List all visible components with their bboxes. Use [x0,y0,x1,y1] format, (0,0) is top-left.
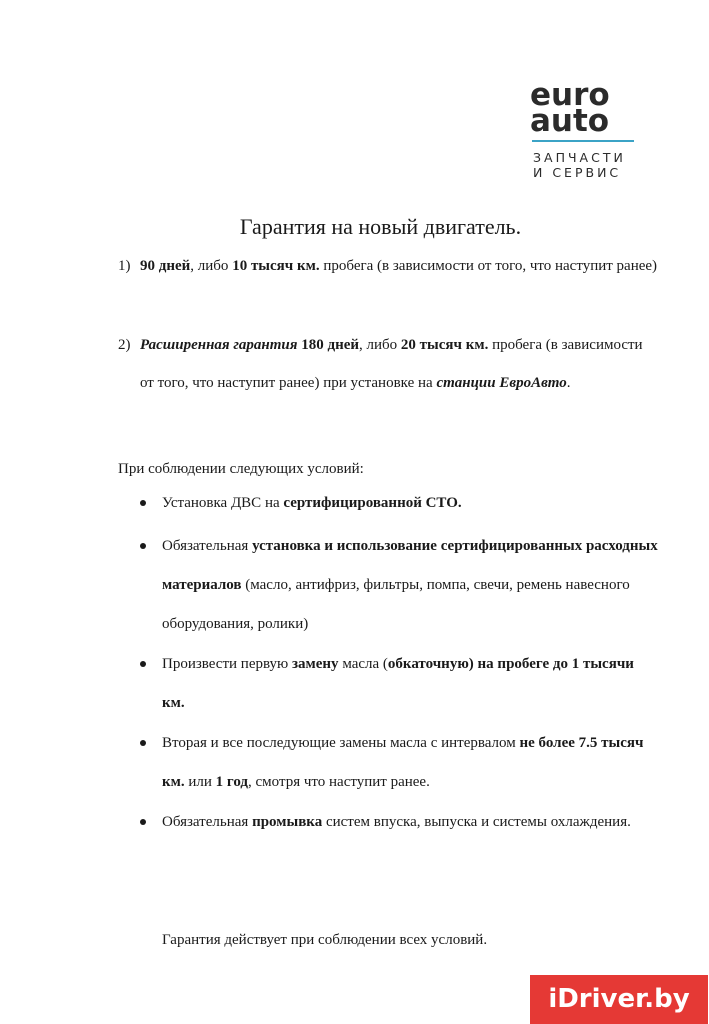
condition-text [140,803,660,842]
condition-text [140,527,660,644]
text-run: , либо [190,258,233,274]
text-run: , смотря что наступит ранее. [248,774,430,790]
numbered-item-2 [118,326,658,402]
numbered-item-index: 1) [118,258,131,274]
numbered-item-index: 2) [118,337,131,353]
condition-text [140,645,660,723]
text-run: или [184,774,216,790]
euroauto-logo [530,77,640,180]
logo-divider [532,140,634,142]
bullet-dot-icon [140,500,146,506]
condition-text [140,724,660,802]
watermark-badge: iDriver.by [530,975,708,1024]
condition-bullet-4 [140,724,660,802]
numbered-item-text [118,326,658,402]
text-run: 180 дней [301,337,360,353]
bullet-dot-icon [140,819,146,825]
text-run: на пробеге до 1 тысячи км. [162,656,634,711]
text-run: , либо [359,337,401,353]
text-run: Вторая и все последующие замены масла с интервалом [162,735,520,751]
conditions-intro: При соблюдении следующих условий: [118,461,364,477]
bullet-dot-icon [140,661,146,667]
condition-text [140,484,660,523]
text-run: пробега (в зависимости от того, что наступит ранее) при установке на [140,337,643,391]
text-run: систем впуска, выпуска и системы охлаждения. [322,814,631,830]
text-run: станции ЕвроАвто [436,375,567,391]
text-run: не более 7.5 тысяч км. [162,735,644,790]
footer-note: Гарантия действует при соблюдении всех условий. [162,932,488,948]
condition-bullet-3 [140,645,660,723]
logo-wordmark-line1: euro [530,77,610,113]
text-run: 20 тысяч км. [400,337,489,353]
logo-tagline-line1: ЗАПЧАСТИ [533,150,626,165]
text-run: Обязательная [162,538,253,554]
text-run: установка и использование сертифицированных расходных материалов [162,538,658,593]
text-run: Произвести первую [162,656,293,672]
bullet-dot-icon [140,543,146,549]
text-run: пробега (в зависимости от того, что наступит ранее) [319,258,658,274]
logo-wordmark-line2: auto [530,103,610,139]
text-run: . [566,375,571,391]
text-run: Установка ДВС на [162,495,284,511]
text-run: обкаточную) [387,656,474,672]
text-run: сертифицированной СТО. [283,495,462,511]
text-run: (масло, антифриз, фильтры, помпа, свечи, ремень навесного оборудования, ролики) [162,577,630,632]
text-run: 1 год [215,774,249,790]
numbered-item-text [118,247,658,285]
condition-bullet-5 [140,803,660,842]
text-run: Расширенная гарантия [140,337,298,353]
page-title: Гарантия на новый двигатель. [239,214,522,239]
text-run: 90 дней [140,258,191,274]
text-run: замену [292,656,339,672]
text-run: Обязательная [162,814,253,830]
condition-bullet-1 [140,484,660,523]
text-run: масла ( [338,656,388,672]
bullet-dot-icon [140,740,146,746]
condition-bullet-2 [140,527,660,644]
numbered-item-1 [118,247,658,285]
text-run: промывка [252,814,323,830]
logo-tagline-line2: И СЕРВИС [533,165,622,180]
text-run: 10 тысяч км. [232,258,320,274]
